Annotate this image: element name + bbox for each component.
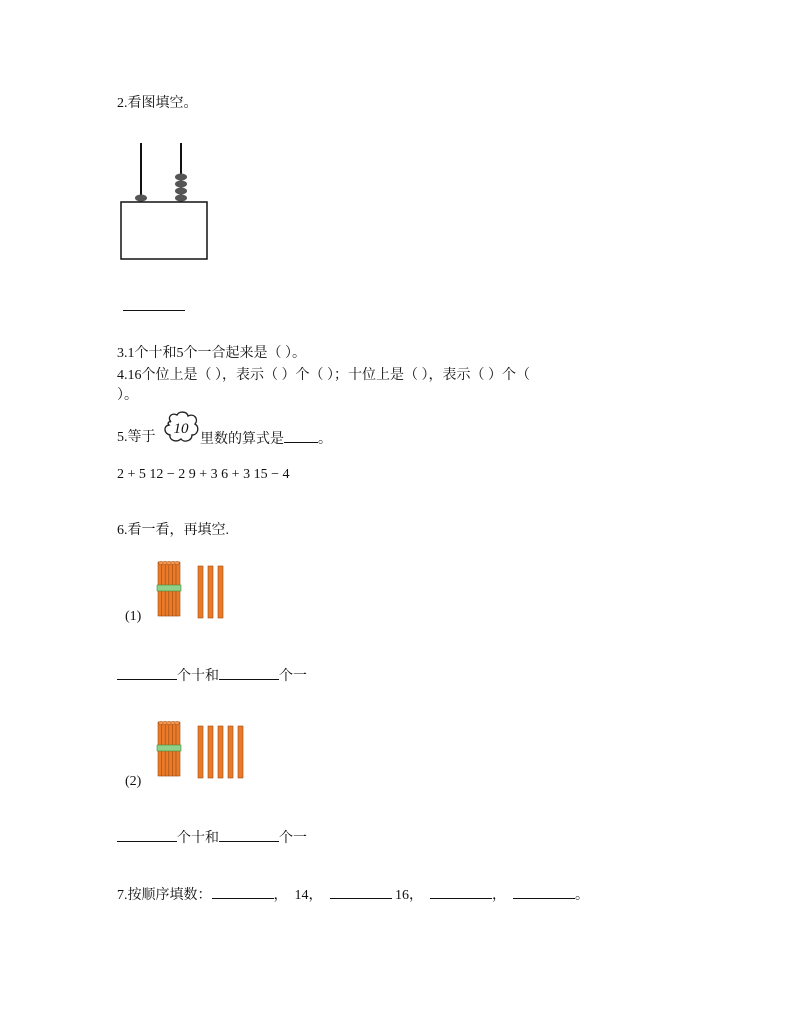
- loose-stick: [198, 726, 203, 778]
- abacus: [118, 140, 218, 265]
- q7-line: 7.按顺序填数： ， 14， 16， ， 。: [117, 888, 589, 903]
- flower-icon: [163, 412, 199, 444]
- q5-answer-blank[interactable]: [284, 430, 318, 443]
- ones-blank[interactable]: [219, 667, 279, 680]
- flower-number: 10: [173, 421, 189, 437]
- loose-stick: [238, 726, 243, 778]
- q3-text: 3.1个十和5个一合起来是（ ）。: [117, 346, 306, 361]
- q2-answer-blank[interactable]: [123, 298, 185, 316]
- q6-item2-answer: 个十和 个一: [117, 829, 307, 847]
- bundle-stick-end: [175, 561, 179, 564]
- ones-blank[interactable]: [219, 829, 279, 842]
- q6-item2-label: (2): [125, 774, 142, 789]
- bundle-stick-end: [175, 721, 179, 724]
- q6-title: 6.看一看，再填空.: [117, 523, 229, 538]
- q7-blank-1[interactable]: [212, 886, 274, 899]
- q5-options: 2 + 5 12 − 2 9 + 3 6 + 3 15 − 4: [117, 467, 290, 482]
- q6-item1-label: (1): [125, 609, 142, 624]
- loose-stick: [208, 566, 213, 618]
- loose-stick: [218, 566, 223, 618]
- q7-blank-4[interactable]: [513, 886, 575, 899]
- abacus-bead: [175, 174, 187, 181]
- q6-item1-answer: 个十和 个一: [117, 667, 307, 685]
- q4-line1: 4.16个位上是（ ），表示（ ）个（ ）；十位上是（ ），表示（ ）个（: [117, 368, 530, 383]
- loose-stick: [228, 726, 233, 778]
- bundle-stick-end: [167, 721, 171, 724]
- tens-blank[interactable]: [117, 829, 177, 842]
- loose-stick: [218, 726, 223, 778]
- bundle-stick-end: [163, 561, 167, 564]
- q4-line2: ）。: [117, 388, 138, 403]
- bundle-stick-end: [163, 721, 167, 724]
- q5-prefix: 5.等于: [117, 430, 156, 445]
- sticks-figure-2: [156, 720, 266, 782]
- bundle-stick-end: [167, 561, 171, 564]
- abacus-frame: [121, 202, 207, 259]
- q7-blank-3[interactable]: [430, 886, 492, 899]
- abacus-bead: [175, 181, 187, 188]
- abacus-bead: [175, 195, 187, 202]
- loose-stick: [198, 566, 203, 618]
- bundle-stick-end: [171, 561, 175, 564]
- q7-blank-2[interactable]: [330, 886, 392, 899]
- abacus-bead: [175, 188, 187, 195]
- q5-suffix: 里数的算式是 。: [200, 432, 332, 447]
- loose-stick: [208, 726, 213, 778]
- sticks-figure-1: [156, 560, 266, 620]
- bundle-stick-end: [159, 721, 163, 724]
- bundle-band: [157, 745, 181, 751]
- bundle-stick-end: [159, 561, 163, 564]
- q2-title: 2.看图填空。: [117, 96, 198, 111]
- tens-blank[interactable]: [117, 667, 177, 680]
- bundle-band: [157, 585, 181, 591]
- bundle-stick-end: [171, 721, 175, 724]
- abacus-bead: [135, 195, 147, 202]
